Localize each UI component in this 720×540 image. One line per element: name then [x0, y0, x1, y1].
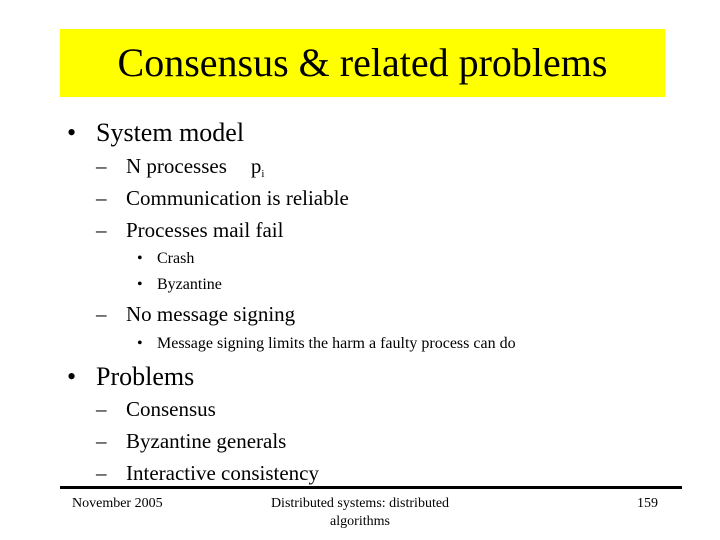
bullet-text: Problems	[96, 362, 195, 391]
bullet-system-model	[67, 120, 244, 146]
bullet-marker: •	[137, 276, 143, 293]
footer-date: November 2005	[72, 496, 163, 511]
process-subscript: i	[261, 168, 265, 180]
subbullet-text: Interactive consistency	[126, 461, 319, 485]
subbullet-text: Communication is reliable	[126, 186, 349, 210]
subsubbullet-text: Message signing limits the harm a faulty process can do	[157, 335, 516, 352]
subbullet-text: N processes	[126, 154, 227, 178]
footer-title-line: algorithms	[330, 514, 390, 529]
subbullet-text: Byzantine generals	[126, 429, 287, 453]
subsubbullet-crash	[137, 251, 194, 267]
bullet-marker: •	[67, 362, 77, 391]
dash-marker: –	[96, 461, 107, 485]
bullet-marker: •	[67, 118, 77, 147]
subbullet-n-processes	[96, 154, 265, 180]
subbullet-no-signing	[96, 304, 295, 325]
footer-title-line: Distributed systems: distributed	[270, 496, 450, 511]
subbullet-text: Processes mail fail	[126, 218, 284, 242]
page-number: 159	[637, 496, 658, 511]
dash-marker: –	[96, 186, 107, 210]
subsubbullet-message-signing	[137, 336, 516, 352]
slide-title: Consensus & related problems	[117, 40, 608, 85]
dash-marker: –	[96, 218, 107, 242]
dash-marker: –	[96, 302, 107, 326]
bullet-marker: •	[137, 335, 143, 352]
dash-marker: –	[96, 397, 107, 421]
footer-title	[255, 495, 465, 531]
dash-marker: –	[96, 154, 107, 178]
subbullet-interactive-consistency	[96, 463, 319, 484]
bullet-problems	[67, 364, 194, 390]
dash-marker: –	[96, 429, 107, 453]
subsubbullet-byzantine	[137, 277, 222, 293]
bullet-marker: •	[137, 250, 143, 267]
footer-divider	[60, 486, 682, 489]
subbullet-text: No message signing	[126, 302, 296, 326]
title-banner	[60, 29, 665, 97]
subbullet-consensus	[96, 399, 216, 420]
subbullet-processes-fail	[96, 220, 283, 241]
subsubbullet-text: Crash	[157, 250, 195, 267]
bullet-text: System model	[96, 118, 245, 147]
subsubbullet-text: Byzantine	[157, 276, 222, 293]
process-variable: p	[250, 154, 262, 178]
subbullet-byzantine-generals	[96, 431, 286, 452]
subbullet-communication	[96, 188, 349, 209]
subbullet-text: Consensus	[126, 397, 216, 421]
